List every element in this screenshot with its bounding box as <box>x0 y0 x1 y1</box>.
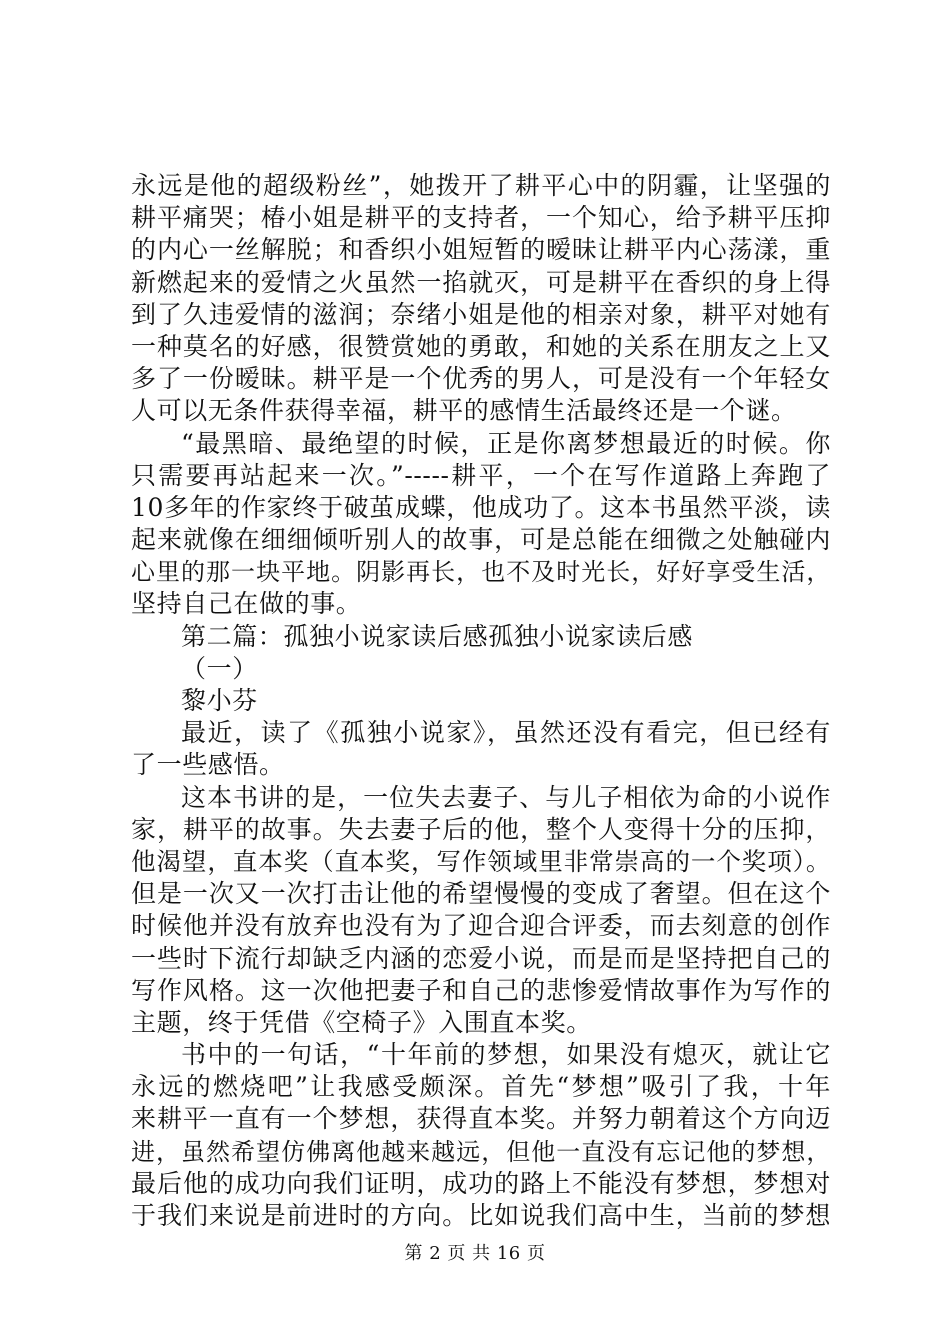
text-line: 坚持自己在做的事。 <box>131 589 362 619</box>
text-line: 最近，读了《孤独小说家》，虽然还没有看完，但已经有 <box>181 718 831 748</box>
body-text <box>131 170 831 1232</box>
text-line: 的内心一丝解脱；和香织小姐短暂的暧昧让耕平内心荡漾，重 <box>131 235 831 265</box>
text-line: 多了一份暧昧。耕平是一个优秀的男人，可是没有一个年轻女 <box>131 364 831 394</box>
text-line: 一些时下流行却缺乏内涵的恋爱小说，而是而是坚持把自己的 <box>131 943 831 973</box>
text-line: 耕平痛哭；椿小姐是耕平的支持者，一个知心，给予耕平压抑 <box>131 203 831 233</box>
text-line: 人可以无条件获得幸福，耕平的感情生活最终还是一个谜。 <box>131 396 797 426</box>
text-line: 进，虽然希望仿佛离他越来越远，但他一直没有忘记他的梦想， <box>131 1137 831 1166</box>
text-line: 一种莫名的好感，很赞赏她的勇敢，和她的关系在朋友之上又 <box>131 331 831 361</box>
text-line: 心里的那一块平地。阴影再长，也不及时光长，好好享受生活， <box>131 558 831 587</box>
text-line: 永远是他的超级粉丝”，她拨开了耕平心中的阴霾，让坚强的 <box>131 171 831 200</box>
text-line: 主题，终于凭借《空椅子》入围直本奖。 <box>131 1007 592 1037</box>
text-line: 时候他并没有放弃也没有为了迎合迎合评委，而去刻意的创作 <box>131 911 831 941</box>
page-footer: 第 2 页 共 16 页 <box>404 1243 546 1264</box>
text-line: 新燃起来的爱情之火虽然一掐就灭，可是耕平在香织的身上得 <box>131 267 831 297</box>
text-line: 写作风格。这一次他把妻子和自己的悲惨爱情故事作为写作的 <box>131 975 831 1005</box>
text-line: “最黑暗、最绝望的时候，正是你离梦想最近的时候。你 <box>181 428 831 458</box>
text-line: 他渴望，直本奖（直本奖，写作领域里非常崇高的一个奖项）。 <box>131 846 831 876</box>
text-line: 永远的燃烧吧”让我感受颇深。首先“梦想”吸引了我，十年 <box>131 1072 831 1102</box>
text-line: 起来就像在细细倾听别人的故事，可是总能在细微之处触碰内 <box>131 525 831 555</box>
text-line: 10多年的作家终于破茧成蝶，他成功了。这本书虽然平淡，读 <box>131 492 831 522</box>
text-line: 于我们来说是前进时的方向。比如说我们高中生，当前的梦想 <box>131 1201 831 1230</box>
text-line: 只需要再站起来一次。”-----耕平，一个在写作道路上奔跑了 <box>131 460 831 490</box>
text-line: 书中的一句话，“十年前的梦想，如果没有熄灭，就让它 <box>181 1040 831 1070</box>
text-line: 了一些感悟。 <box>131 750 285 780</box>
text-line: 黎小芬 <box>181 686 258 715</box>
text-line: 但是一次又一次打击让他的希望慢慢的变成了奢望。但在这个 <box>131 879 831 909</box>
text-line: 最后他的成功向我们证明，成功的路上不能没有梦想，梦想对 <box>131 1168 831 1198</box>
text-line: 第二篇：孤独小说家读后感孤独小说家读后感 <box>181 621 694 651</box>
text-line: 这本书讲的是，一位失去妻子、与儿子相依为命的小说作 <box>181 782 831 812</box>
text-line: 到了久违爱情的滋润；奈绪小姐是他的相亲对象，耕平对她有 <box>131 299 831 329</box>
text-line: 家，耕平的故事。失去妻子后的他，整个人变得十分的压抑， <box>131 814 831 844</box>
text-line: （一） <box>181 653 258 683</box>
text-line: 来耕平一直有一个梦想，获得直本奖。并努力朝着这个方向迈 <box>131 1104 831 1134</box>
